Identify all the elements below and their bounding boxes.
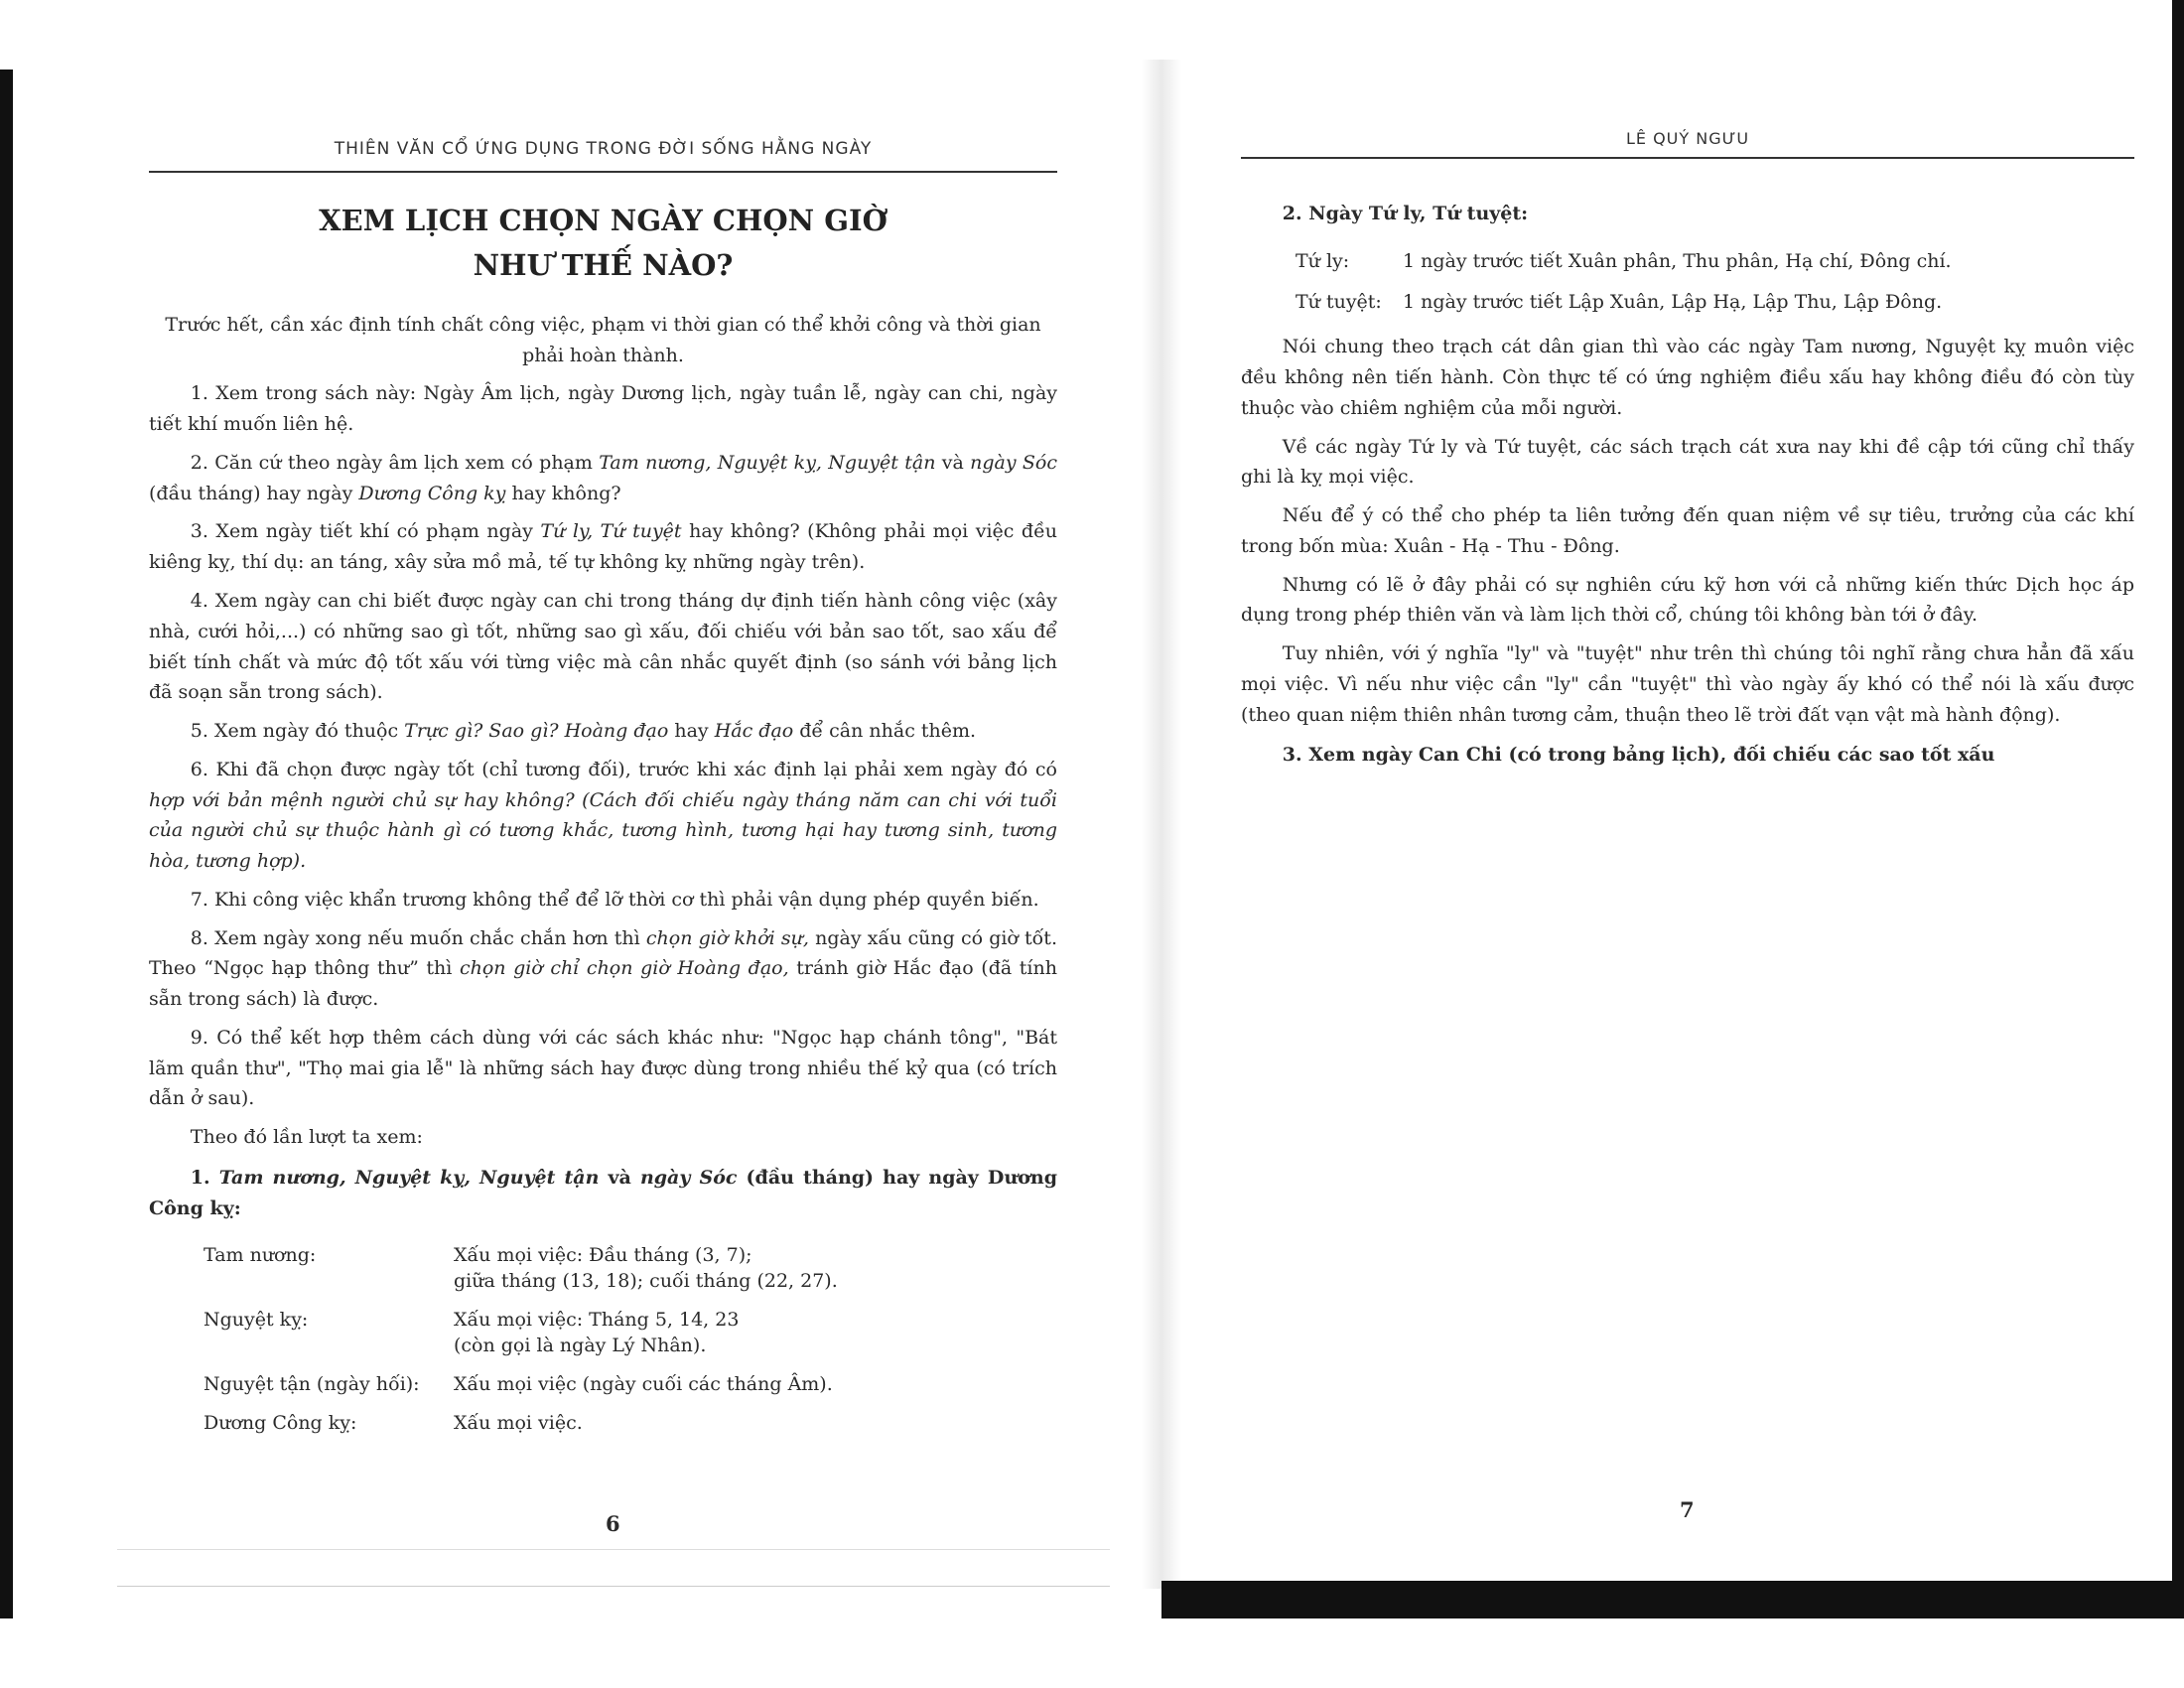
item-6: 6. Khi đã chọn được ngày tốt (chỉ tương đối), trước khi xác định lại phải xem ngày đó có hợp với bản mệnh người chủ sự hay không? (Cách đối chiếu ngày tháng năm can chi với tuổi của người chủ sự thuộc hành gì có tương khắc, tương hình, tương hại hay tương sinh, tương hòa, tương hợp).: [149, 758, 1057, 873]
item-2: 2. Căn cứ theo ngày âm lịch xem có phạm Tam nương, Nguyệt kỵ, Nguyệt tận và ngày Sóc (đầu tháng) hay ngày Dương Công kỵ hay không?: [149, 451, 1057, 504]
section-1-heading: 1. Tam nương, Nguyệt kỵ, Nguyệt tận và ngày Sóc (đầu tháng) hay ngày Dương Công kỵ:: [149, 1167, 1057, 1219]
book-spine: [1142, 60, 1181, 1589]
definition-desc: Xấu mọi việc.: [454, 1411, 583, 1434]
definition-row: [204, 1301, 838, 1365]
right-header-rule: [1241, 157, 2134, 159]
scan-border-right: [2172, 0, 2184, 1618]
definition-desc: 1 ngày trước tiết Lập Xuân, Lập Hạ, Lập Thu, Lập Đông.: [1403, 290, 1943, 313]
item-4: 4. Xem ngày can chi biết được ngày can chi trong tháng dự định tiến hành công việc (xây nhà, cưới hỏi,...) có những sao gì tốt, những sao gì xấu, đối chiếu với bản sao tốt, sao xấu để biết tính chất và mức độ tốt xấu với từng việc mà cân nhắc quyết định (so sánh với bảng lịch đã soạn sẵn trong sách).: [149, 590, 1057, 704]
definition-desc: Xấu mọi việc: Đầu tháng (3, 7); giữa tháng (13, 18); cuối tháng (22, 27).: [454, 1243, 838, 1293]
definition-desc: Xấu mọi việc (ngày cuối các tháng Âm).: [454, 1372, 833, 1395]
definition-row: [1296, 241, 1952, 282]
right-body: [1241, 189, 2134, 782]
definition-desc: 1 ngày trước tiết Xuân phân, Thu phân, Hạ chí, Đông chí.: [1403, 249, 1952, 272]
right-page: [1241, 0, 2134, 1609]
page-number-left: 6: [606, 1511, 620, 1536]
chapter-title-line1: XEM LỊCH CHỌN NGÀY CHỌN GIỜ: [319, 204, 887, 237]
item-8: 8. Xem ngày xong nếu muốn chắc chắn hơn thì chọn giờ khởi sự, ngày xấu cũng có giờ tốt. Theo “Ngọc hạp thông thư” thì chọn giờ chỉ chọn giờ Hoàng đạo, tránh giờ Hắc đạo (đã tính sẵn trong sách) là được.: [149, 926, 1057, 1011]
right-running-head: LÊ QUÝ NGƯU: [1625, 129, 1750, 148]
definition-term: Nguyệt tận (ngày hối):: [204, 1372, 420, 1395]
left-body: [149, 199, 1057, 1442]
paragraph-2: Về các ngày Tứ ly và Tứ tuyệt, các sách trạch cát xưa nay khi đề cập tới cũng chỉ thấy ghi là kỵ mọi việc.: [1241, 435, 2134, 489]
followup-text: Theo đó lần lượt ta xem:: [190, 1126, 423, 1149]
definition-term: Tứ tuyệt:: [1296, 290, 1382, 313]
item-9: 9. Có thể kết hợp thêm cách dùng với các sách khác như: "Ngọc hạp chánh tông", "Bát lãm quần thư", "Thọ mai gia lễ" là những sách hay được dùng trong nhiều thế kỷ qua (có trích dẫn ở sau).: [149, 1026, 1057, 1110]
definition-row: [204, 1404, 838, 1443]
chapter-title-line2: NHƯ THẾ NÀO?: [473, 247, 734, 282]
item-3: 3. Xem ngày tiết khí có phạm ngày Tứ ly, Tứ tuyệt hay không? (Không phải mọi việc đều kiêng kỵ, thí dụ: an táng, xây sửa mồ mả, tế tự không kỵ những ngày trên).: [149, 520, 1058, 574]
definition-term: Tam nương:: [204, 1243, 317, 1266]
left-header-rule: [149, 171, 1057, 173]
item-5: 5. Xem ngày đó thuộc Trực gì? Sao gì? Hoàng đạo hay Hắc đạo để cân nhắc thêm.: [190, 720, 977, 743]
section-1-definitions: [204, 1236, 838, 1443]
left-running-head: THIÊN VĂN CỔ ỨNG DỤNG TRONG ĐỜI SỐNG HẰNG NGÀY: [334, 139, 873, 159]
paragraph-4: Nhưng có lẽ ở đây phải có sự nghiên cứu kỹ hơn với cả những kiến thức Dịch học áp dụng trong phép thiên văn và làm lịch thời cổ, chúng tôi không bàn tới ở đây.: [1241, 573, 2134, 627]
page-number-right: 7: [1680, 1497, 1695, 1522]
left-page: [149, 0, 1057, 1609]
definition-row: [204, 1365, 838, 1404]
scan-border-left: [0, 70, 13, 1618]
definition-row: [1296, 282, 1952, 323]
item-7: 7. Khi công việc khẩn trương không thể để lỡ thời cơ thì phải vận dụng phép quyền biến.: [190, 888, 1039, 911]
intro-paragraph: Trước hết, cần xác định tính chất công việc, phạm vi thời gian có thể khởi công và thời gian phải hoàn thành.: [165, 313, 1041, 366]
definition-term: Nguyệt kỵ:: [204, 1308, 309, 1331]
section-2-definitions: [1296, 241, 1952, 323]
section-2-heading: 2. Ngày Tứ ly, Tứ tuyệt:: [1282, 203, 1529, 224]
chapter-title: [149, 199, 1057, 288]
item-1: 1. Xem trong sách này: Ngày Âm lịch, ngày Dương lịch, ngày tuần lễ, ngày can chi, ngày tiết khí muốn liên hệ.: [149, 382, 1057, 436]
definition-term: Dương Công kỵ:: [204, 1411, 357, 1434]
definition-term: Tứ ly:: [1296, 249, 1350, 272]
definition-desc: Xấu mọi việc: Tháng 5, 14, 23 (còn gọi là ngày Lý Nhân).: [454, 1308, 740, 1357]
section-3-heading: 3. Xem ngày Can Chi (có trong bảng lịch), đối chiếu các sao tốt xấu: [1282, 744, 1995, 767]
definition-row: [204, 1236, 838, 1301]
paragraph-3: Nếu để ý có thể cho phép ta liên tưởng đến quan niệm về sự tiêu, trưởng của các khí trong bốn mùa: Xuân - Hạ - Thu - Đông.: [1241, 504, 2134, 557]
paragraph-5: Tuy nhiên, với ý nghĩa "ly" và "tuyệt" như trên thì chúng tôi nghĩ rằng chưa hẳn đã xấu mọi việc. Vì nếu như việc cần "ly" cần "tuyệt" thì vào ngày ấy khó có thể nói là xấu được (theo quan niệm thiên nhân tương cảm, thuận theo lẽ trời đất vạn vật mà hành động).: [1241, 642, 2134, 726]
paragraph-1: Nói chung theo trạch cát dân gian thì vào các ngày Tam nương, Nguyệt kỵ muôn việc đều không nên tiến hành. Còn thực tế có ứng nghiệm điều xấu hay không điều đó còn tùy thuộc vào chiêm nghiệm của mỗi người.: [1241, 336, 2134, 419]
